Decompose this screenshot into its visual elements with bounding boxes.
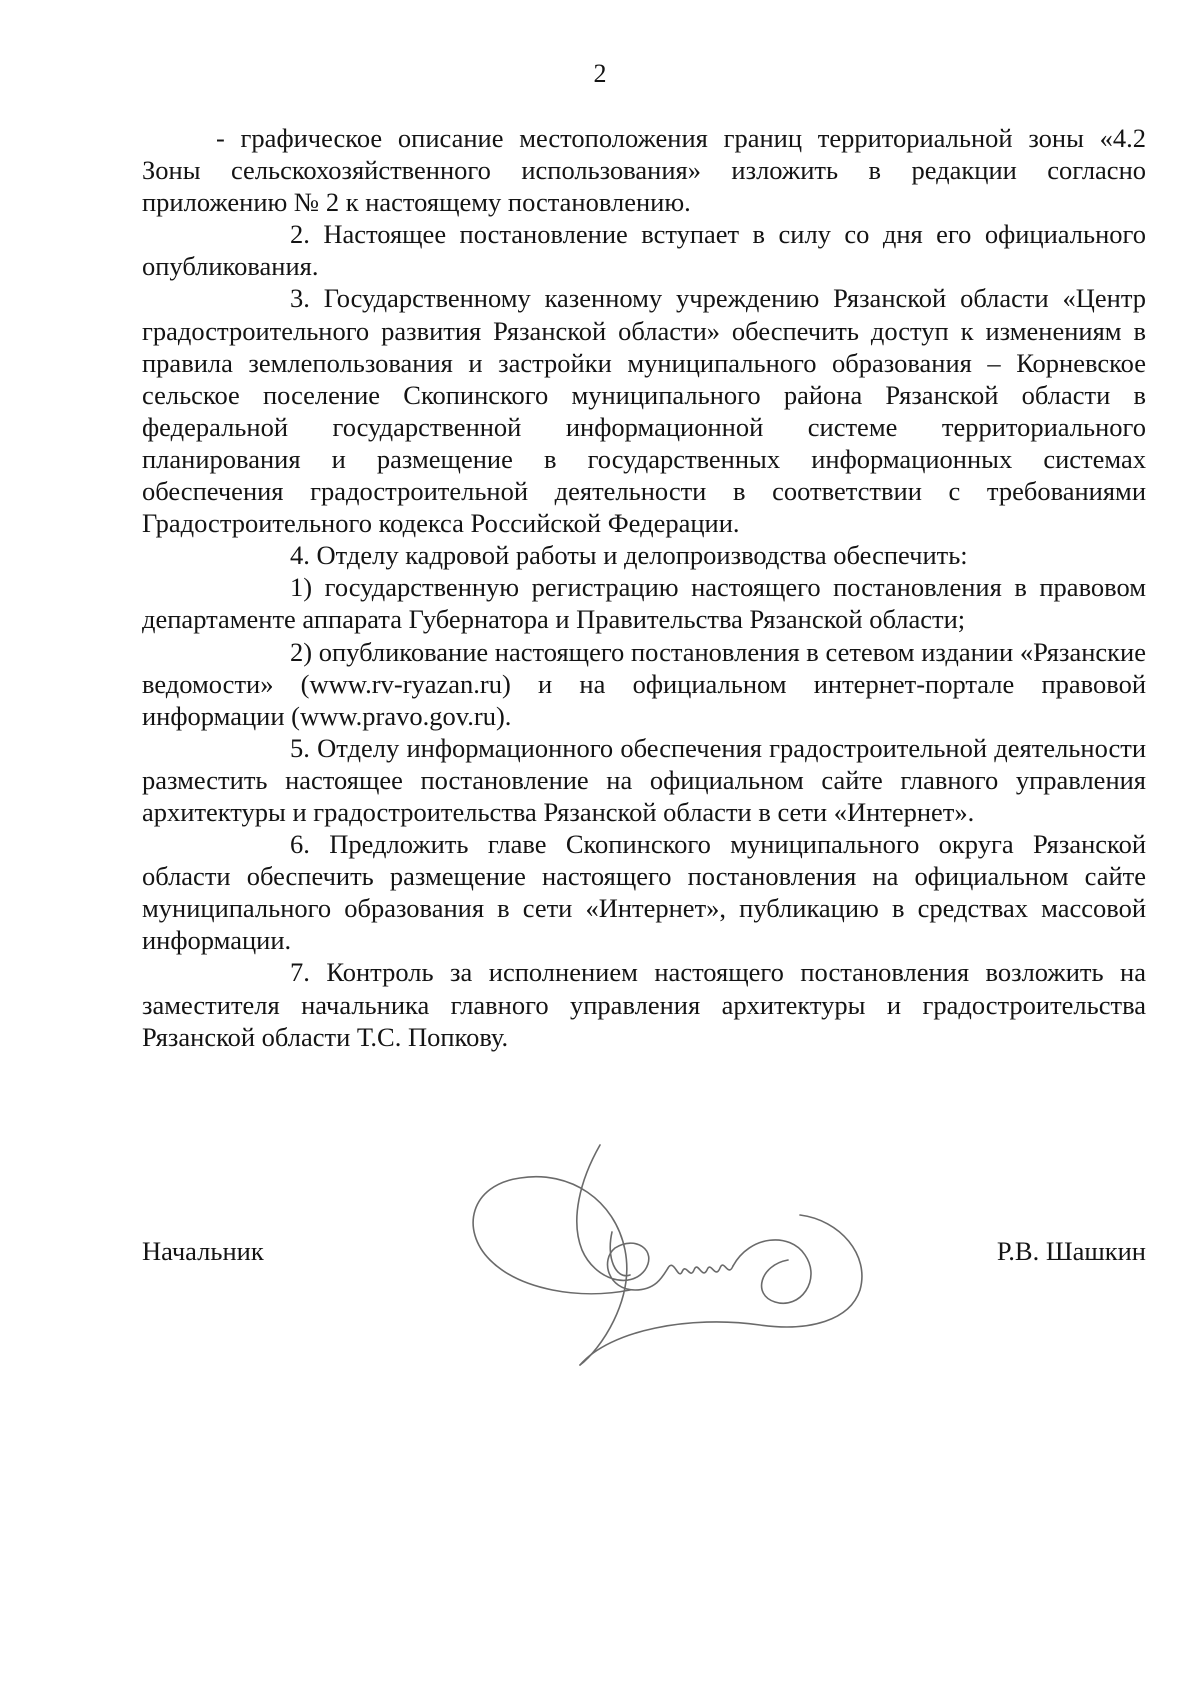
subparagraph-4-1	[142, 571, 1146, 635]
paragraph-number: 4.	[290, 540, 310, 571]
signature-block	[142, 1235, 1146, 1275]
signatory-name: Р.В. Шашкин	[996, 1236, 1146, 1266]
paragraph-text: - графическое описание местоположения границ территориальной зоны «4.2 Зоны сельскохозяйственного использования» изложить в редакции согласно приложению № 2 к настоящему постановлению.	[142, 123, 1146, 218]
subparagraph-4-2	[142, 636, 1146, 732]
paragraph-text: опубликование настоящего постановления в сетевом издании «Рязанские ведомости» (www.rv-ryazan.ru) и на официальном интернет-портале правовой информации (www.pravo.gov.ru).	[142, 636, 1146, 731]
paragraph-text: Отделу информационного обеспечения градостроительной деятельности разместить настоящее постановление на официальном сайте главного управления архитектуры и градостроительства Рязанской области в сети «Интернет».	[142, 732, 1147, 827]
paragraph-3	[142, 282, 1146, 539]
paragraph-graphic-description	[142, 122, 1146, 218]
paragraph-5	[142, 732, 1146, 828]
document-body	[142, 122, 1146, 1053]
position-title: Начальник	[142, 1236, 264, 1266]
paragraph-number: 1)	[290, 572, 313, 603]
paragraph-text: Предложить главе Скопинского муниципального округа Рязанской области обеспечить размещение настоящего постановления на официальном сайте муниципального образования в сети «Интернет», публикацию в средствах массовой информации.	[142, 829, 1146, 956]
paragraph-4	[142, 539, 1146, 571]
page-number: 2	[593, 59, 607, 88]
paragraph-text: Государственному казенному учреждению Рязанской области «Центр градостроительного развития Рязанской области» обеспечить доступ к изменениям в правила землепользования и застройки муниципального образования – Корневское сельское поселение Скопинского муниципального района Рязанской области в федеральной государственной информационной системе территориального планирования и размещение в государственных информационных системах обеспечения градостроительной деятельности в соответствии с требованиями Градостроительного кодекса Российской Федерации.	[142, 283, 1147, 539]
paragraph-number: 5.	[290, 732, 310, 763]
paragraph-text: государственную регистрацию настоящего постановления в правовом департаменте аппарата Губернатора и Правительства Рязанской области;	[142, 572, 1146, 635]
paragraph-number: 2)	[290, 636, 313, 667]
paragraph-number: 3.	[290, 283, 310, 314]
paragraph-number: 6.	[290, 829, 310, 860]
paragraph-2	[142, 218, 1146, 282]
paragraph-number: 7.	[290, 957, 310, 988]
paragraph-7	[142, 956, 1146, 1052]
paragraph-number: 2.	[290, 219, 310, 250]
paragraph-text: Отделу кадровой работы и делопроизводства обеспечить:	[316, 540, 968, 571]
paragraph-text: Настоящее постановление вступает в силу со дня его официального опубликования.	[142, 219, 1146, 282]
paragraph-6	[142, 828, 1146, 956]
paragraph-text: Контроль за исполнением настоящего постановления возложить на заместителя начальника главного управления архитектуры и градостроительства Рязанской области Т.С. Попкову.	[142, 957, 1147, 1052]
